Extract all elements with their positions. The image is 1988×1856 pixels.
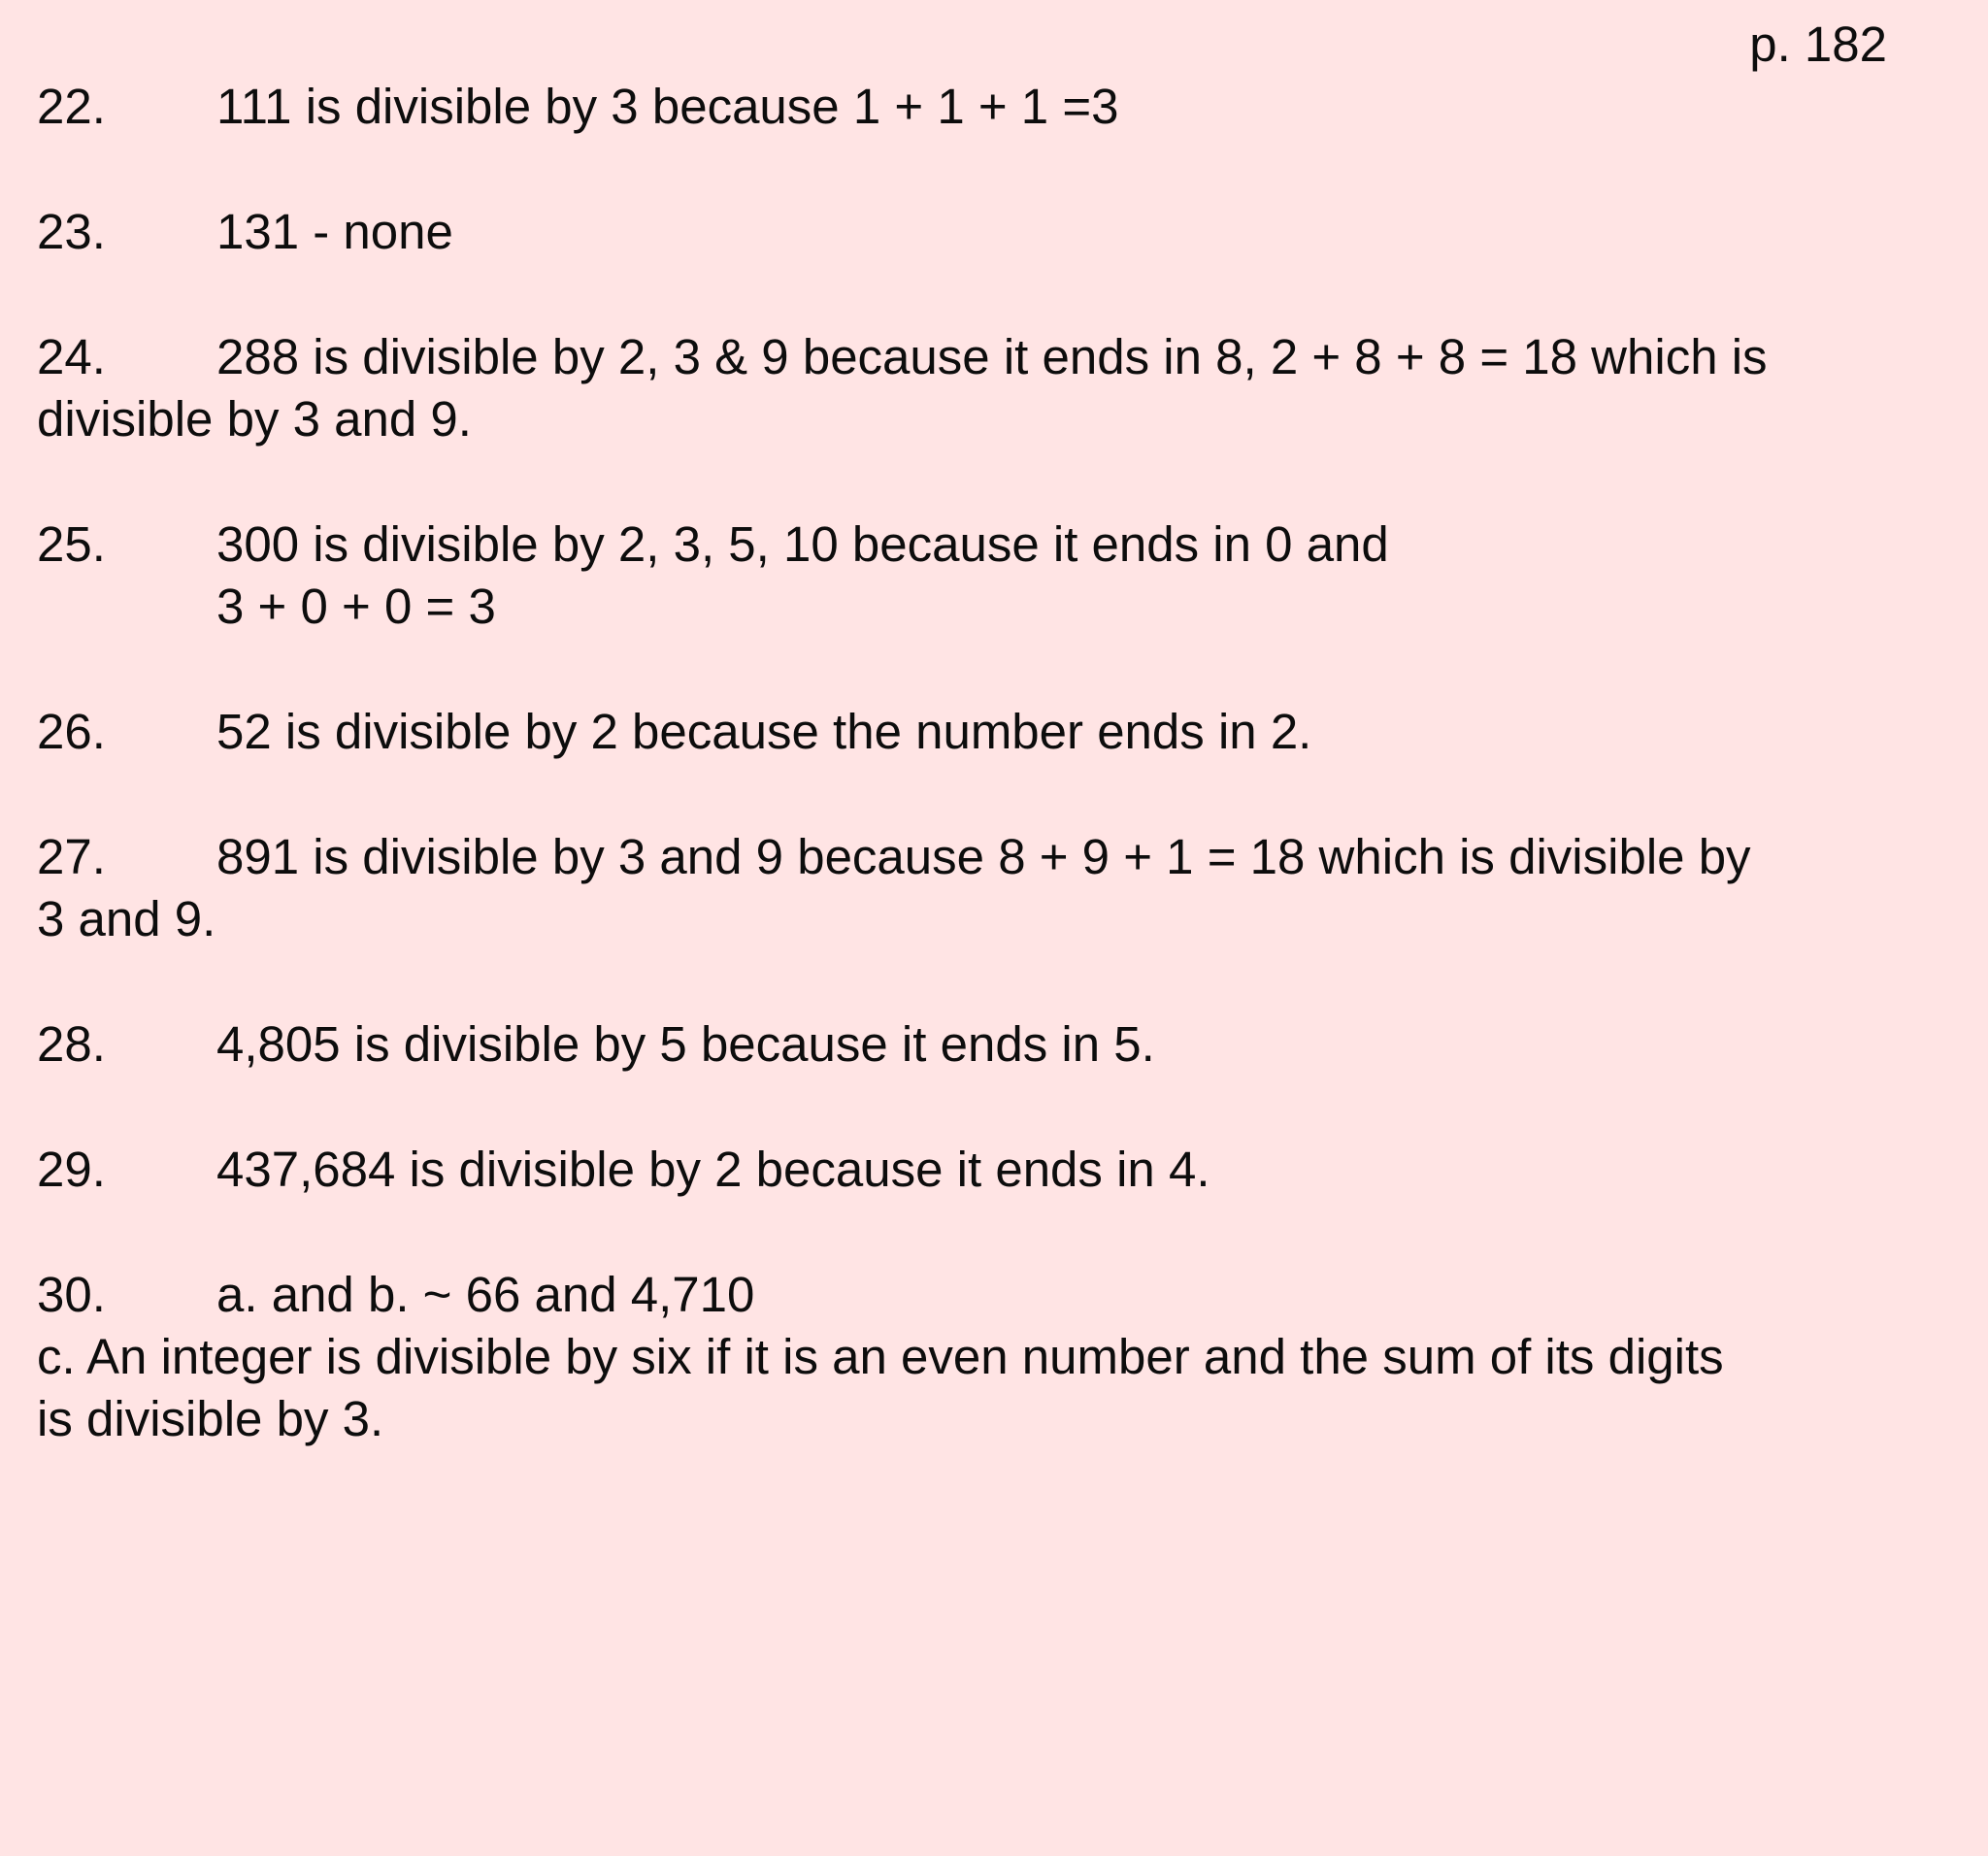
answer-25-continuation: 3 + 0 + 0 = 3	[216, 579, 496, 634]
answer-30-part-c: c. An integer is divisible by six if it is an even number and the sum of its digits	[37, 1329, 1724, 1384]
answer-text: 300 is divisible by 2, 3, 5, 10 because it ends in 0 and	[216, 516, 1389, 572]
answer-22	[37, 76, 1118, 138]
answer-24	[37, 326, 1768, 388]
answer-text: a. and b. ~ 66 and 4,710	[216, 1267, 755, 1322]
answer-number: 23.	[37, 204, 106, 259]
answer-text: 891 is divisible by 3 and 9 because 8 + 9 + 1 = 18 which is divisible by	[216, 829, 1751, 884]
answer-text: 437,684 is divisible by 2 because it ends in 4.	[216, 1142, 1210, 1197]
answer-text: 52 is divisible by 2 because the number ends in 2.	[216, 704, 1312, 759]
answer-text: 111 is divisible by 3 because 1 + 1 + 1 =3	[216, 79, 1119, 134]
answer-24-continuation: divisible by 3 and 9.	[37, 391, 472, 447]
answer-23	[37, 201, 453, 263]
answer-text: 4,805 is divisible by 5 because it ends in 5.	[216, 1016, 1155, 1072]
answer-number: 29.	[37, 1142, 106, 1197]
answer-number: 22.	[37, 79, 106, 134]
answer-29	[37, 1139, 1210, 1201]
answer-number: 28.	[37, 1016, 106, 1072]
answer-30-part-c-continuation: is divisible by 3.	[37, 1391, 384, 1446]
answer-number: 30.	[37, 1267, 106, 1322]
answer-number: 25.	[37, 516, 106, 572]
page-number: p. 182	[1749, 17, 1887, 72]
answer-number: 24.	[37, 329, 106, 384]
answer-number: 27.	[37, 829, 106, 884]
answer-27	[37, 826, 1751, 888]
answer-30	[37, 1264, 754, 1326]
answer-number: 26.	[37, 704, 106, 759]
answer-27-continuation: 3 and 9.	[37, 891, 216, 946]
answer-text: 131 - none	[216, 204, 453, 259]
answer-text: 288 is divisible by 2, 3 & 9 because it ends in 8, 2 + 8 + 8 = 18 which is	[216, 329, 1768, 384]
answer-25	[37, 514, 1389, 576]
answer-26	[37, 701, 1311, 763]
answer-28	[37, 1013, 1155, 1076]
